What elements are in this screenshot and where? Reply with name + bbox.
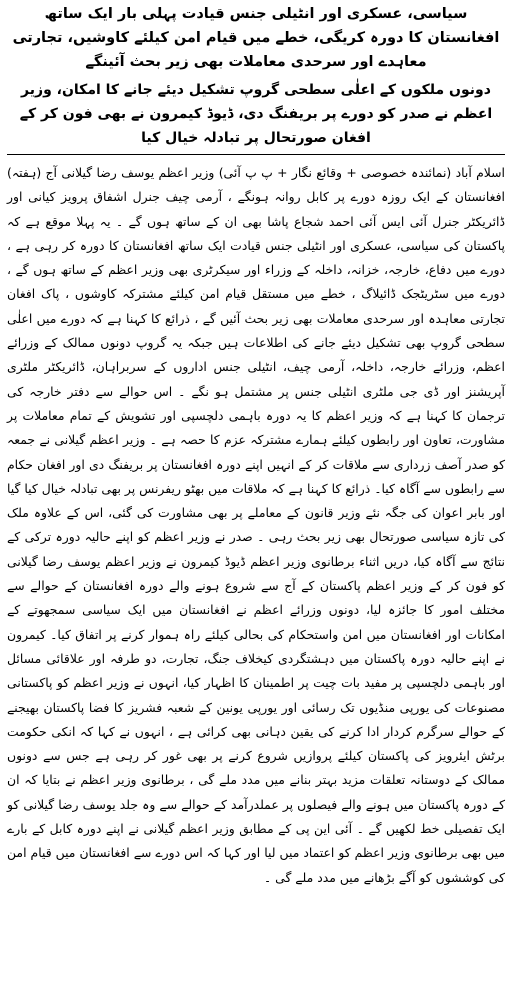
divider [7, 154, 505, 155]
subheadline: دونوں ملکوں کے اعلٰی سطحی گروپ تشکیل دیئے جانے کا امکان، وزیر اعظم نے صدر کو دورے پر بریفنگ دی، ڈیوڈ کیمرون نے بھی فون کر کے افغان صورتحال پر تبادلہ خیال کیا [19, 82, 493, 146]
article-body: اسلام آباد (نمائندہ خصوصی + وقائع نگار + پ پ آئی) وزیر اعظم یوسف رضا گیلانی آج (ہفتہ) افغانستان کے ایک روزہ دورے پر کابل روانہ ہونگے ، آرمی چیف جنرل اشفاق پرویز کیانی اور ڈائریکٹر جنرل آئی ایس آئی احمد شجاع پاشا بھی ان کے ساتھ ہوں گے ۔ یہ پہلا موقع ہے کہ پاکستان کی سیاسی، عسکری اور انٹیلی جنس قیادت ایک ساتھ افغانستان کا دورہ کر رہی ہے ، دورے میں دفاع، خارجہ، خزانہ، داخلہ کے وزراء اور سیکرٹری بھی وزیر اعظم کے ساتھ ہوں گے ، دورے میں سٹریٹجک ڈائیلاگ ، خطے میں مستقل قیام امن کیلئے مشترکہ کاوشوں ، پاک افغان تجارتی معاہدہ اور سرحدی معاملات بھی زیر بحث آئیں گے ، ذرائع کا کہنا ہے کہ دورے میں اعلٰی سطحی گروپ بھی تشکیل دیئے جانے کی اطلاعات ہیں جبکہ یہ گروپ دونوں ممالک کے وزرائے اعظم، وزرائے خارجہ، داخلہ، آرمی چیف، انٹیلی جنس اداروں کے سربراہان، ڈائریکٹر ملٹری آپریشنز اور ڈی جی ملٹری انٹیلی جنس پر مشتمل ہو نگے ۔ اس حوالے سے دفتر خارجہ کی ترجمان کا کہنا ہے کہ وزیر اعظم کا یہ دورہ باہمی دلچسپی اور تشویش کے تمام معاملات پر مشاورت، تعاون اور رابطوں کیلئے ہمارے مشترکہ عزم کا حصہ ہے ۔ وزیر اعظم گیلانی نے جمعہ کو صدر آصف زرداری سے ملاقات کر کے انہیں اپنے دورہ افغانستان پر بریفنگ دی اور افغان حکام سے رابطوں سے آگاہ کیا۔ ذرائع کا کہنا ہے کہ ملاقات میں بھٹو ریفرنس پر بھی تبادلہ خیال کیا گیا اور بابر اعوان کی جگہ نئے وزیر قانون کے معاملے پر بھی مشاورت کی گئی، اس کے علاوہ ملک کی تازہ سیاسی صورتحال بھی زیر بحث رہی ۔ صدر نے وزیر اعظم کو اپنے حالیہ دورہ ترکی کے نتائج سے آگاہ کیا، دریں اثناء برطانوی وزیر اعظم ڈیوڈ کیمرون نے وزیر اعظم یوسف رضا گیلانی کو فون کر کے وزیر اعظم پاکستان کے آج سے شروع ہونے والے دورہ افغانستان کے حوالے سے مختلف امور کا جائزہ لیا، دونوں وزرائے اعظم نے افغانستان میں ایک سیاسی سمجھوتے کے امکانات اور افغانستان میں امن واستحکام کی بحالی کیلئے راہ ہموار کرنے پر اتفاق کیا۔ کیمرون نے اپنے حالیہ دورہ پاکستان میں دہشتگردی کیخلاف جنگ، تجارت، دو طرفہ اور علاقائی مسائل اور باہمی دلچسپی پر مفید بات چیت پر اطمینان کا اظہار کیا، انہوں نے وزیر اعظم کو پاکستانی مصنوعات کی یورپی منڈیوں تک رسائی اور یورپی یونین کے شعبہ فشریز کا فضا پاکستان بھیجنے کے حوالے سرگرم کردار ادا کرنے کی یقین دہانی بھی کرائی ہے ، انہوں نے کہا کہ انکی حکومت برٹش ایئرویز کی پاکستان کیلئے پروازیں شروع کرنے پر بھی غور کر رہی ہے جس سے دونوں ممالک کے دوستانہ تعلقات مزید بہتر بنانے میں مدد ملے گی ، برطانوی وزیر اعظم نے بتایا کہ ان کے دورہ پاکستان میں ہونے والے فیصلوں پر عملدرآمد کے حوالے سے وہ جلد یوسف رضا گیلانی کو ایک تفصیلی خط لکھیں گے ۔ آئی این پی کے مطابق وزیر اعظم گیلانی نے اپنے دورہ کابل کے بارے میں بھی برطانوی وزیر اعظم کو اعتماد میں لیا اور کہا کہ اس دورے سے افغانستان میں قیام امن کی کوششوں کو آگے بڑھانے میں مدد ملے گی ۔ [7, 165, 505, 885]
headline: سیاسی، عسکری اور انٹیلی جنس قیادت پہلی بار ایک ساتھ افغانستان کا دورہ کریگی، خطے میں قیام امن کیلئے کاوشیں، تجارتی معاہدے اور سرحدی معاملات بھی زیر بحث آئینگے [12, 6, 500, 70]
